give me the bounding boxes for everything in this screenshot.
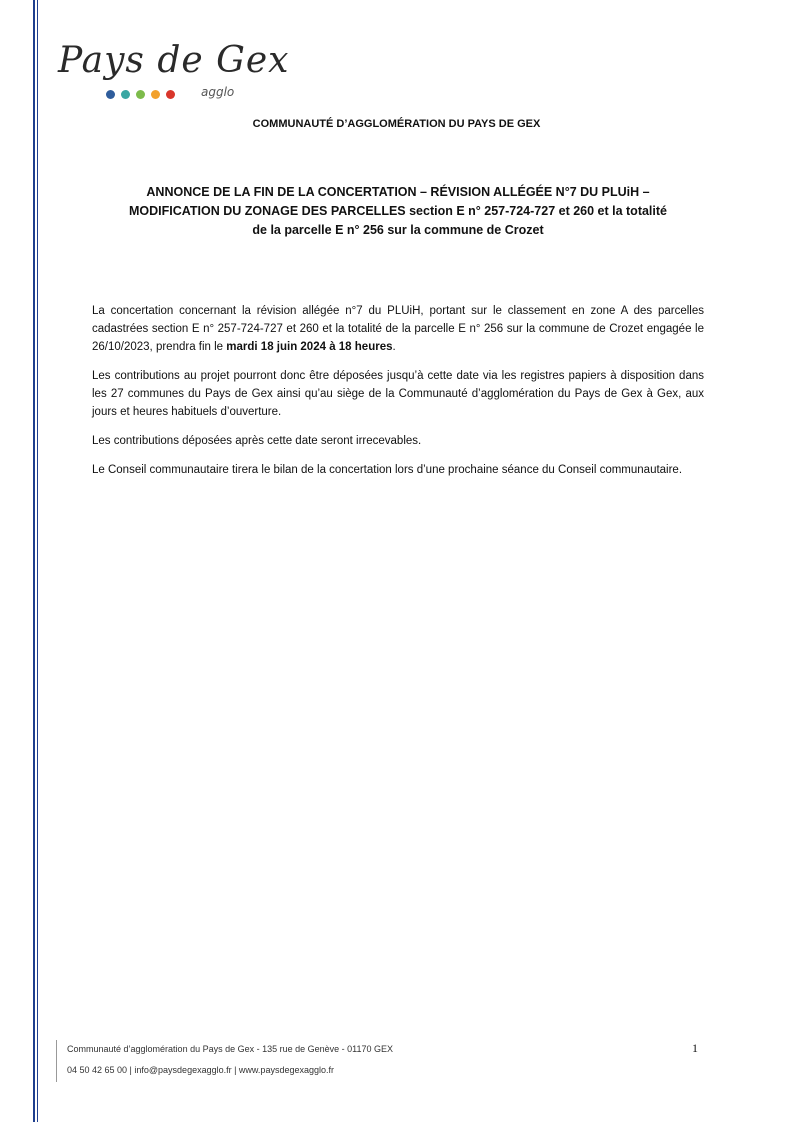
- page-number: 1: [692, 1041, 698, 1055]
- logo-dot-blue: [106, 90, 115, 99]
- title-line-1: ANNONCE DE LA FIN DE LA CONCERTATION – RÉVISION ALLÉGÉE N°7 DU PLUiH –: [146, 185, 650, 199]
- paragraph-conseil: Le Conseil communautaire tirera le bilan de la concertation lors d’une prochaine séance du Conseil communautaire.: [92, 464, 683, 476]
- logo-dots: [106, 90, 175, 99]
- logo-script-text: Pays de Gex: [58, 40, 290, 81]
- logo-dot-green: [136, 90, 145, 99]
- paragraph-contributions: Les contributions au projet pourront donc être déposées jusqu’à cette date via les registres papiers à disposition dans les 27 communes du Pays de Gex ainsi qu’au siège de la Communauté d’agglomération du Pays de Gex à Gex, aux jours et heures habituels d’ouverture.: [92, 370, 704, 418]
- paragraph-1-end: .: [392, 341, 396, 353]
- logo-dot-red: [166, 90, 175, 99]
- page-margin-line-inner: [37, 0, 38, 1122]
- title-line-2: MODIFICATION DU ZONAGE DES PARCELLES section E n° 257-724-727 et 260 et la totalité: [129, 204, 667, 218]
- footer-address: Communauté d’agglomération du Pays de Gex - 135 rue de Genève - 01170 GEX: [67, 1044, 394, 1054]
- document-body: [92, 302, 704, 490]
- document-title: [92, 183, 704, 240]
- logo-agglo-text: agglo: [201, 85, 235, 99]
- end-date-emphasis: mardi 18 juin 2024 à 18 heures: [226, 341, 393, 353]
- logo-dot-teal: [121, 90, 130, 99]
- paragraph-1-text: La concertation concernant la révision allégée n°7 du PLUiH, portant sur le classement en zone A des parcelles cadastrées section E n° 257-724-727 et 260 et la totalité de la parcelle E n° 256 sur la commune de Crozet engagée le 26/10/2023, prendra fin le: [92, 305, 704, 353]
- pays-de-gex-logo: [58, 40, 290, 110]
- organization-title: COMMUNAUTÉ D’AGGLOMÉRATION DU PAYS DE GEX: [252, 118, 541, 130]
- footer-contact: 04 50 42 65 00 | info@paysdegexagglo.fr | www.paysdegexagglo.fr: [67, 1065, 334, 1075]
- page-margin-line: [33, 0, 35, 1122]
- footer-divider: [56, 1040, 57, 1082]
- paragraph-concertation-end: [92, 302, 704, 356]
- paragraph-irrecevables: Les contributions déposées après cette date seront irrecevables.: [92, 435, 422, 447]
- logo-dot-orange: [151, 90, 160, 99]
- title-line-3: de la parcelle E n° 256 sur la commune de Crozet: [252, 223, 544, 237]
